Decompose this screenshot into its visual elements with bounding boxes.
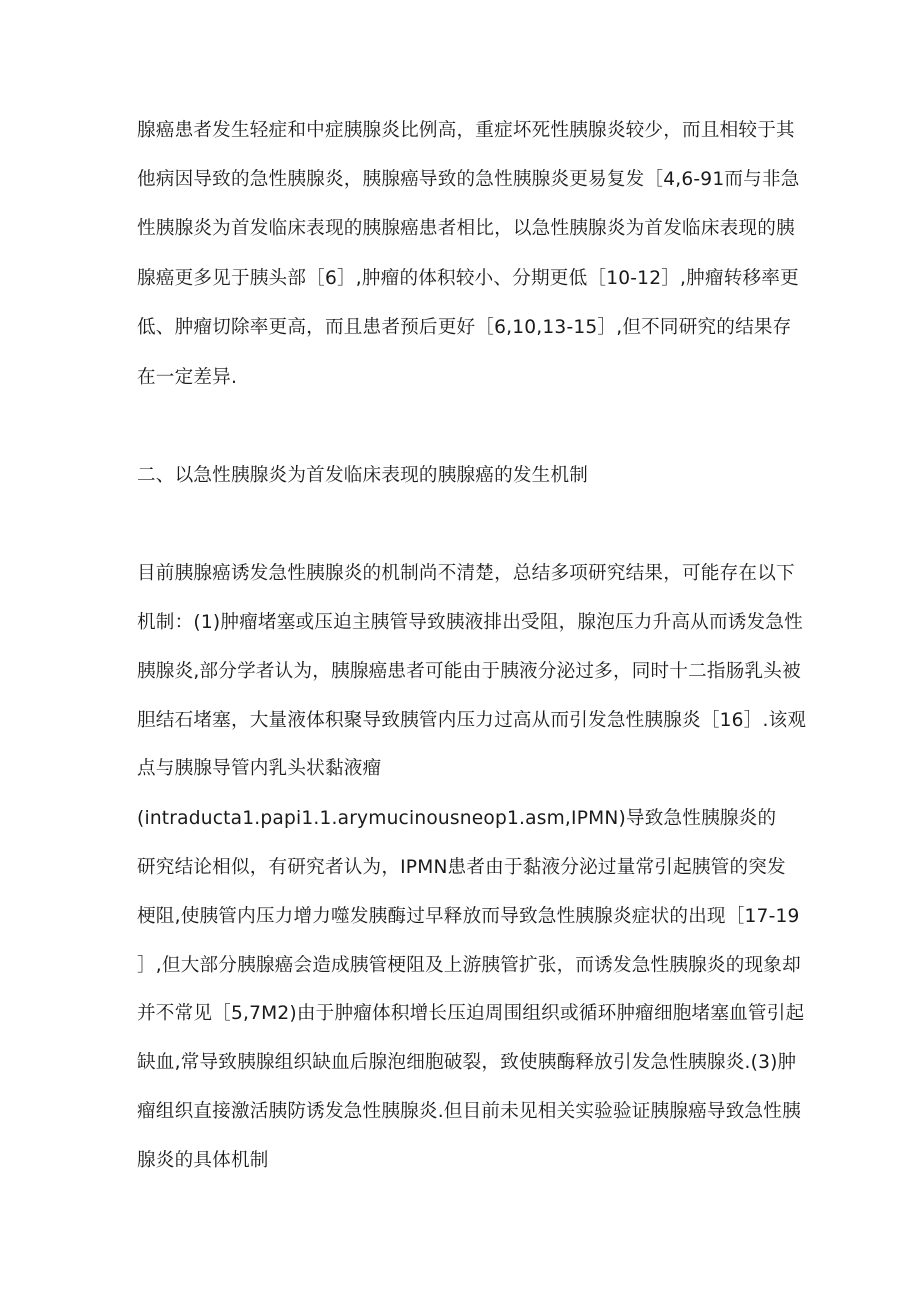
text-line: 研究结论相似，有研究者认为，IPMN患者由于黏液分泌过量常引起胰管的突发 <box>137 857 786 878</box>
text-line: 在一定差异. <box>137 367 238 388</box>
text-line: 腺癌患者发生轻症和中症胰腺炎比例高，重症坏死性胰腺炎较少，而且相较于其 <box>137 120 795 141</box>
text-line: 并不常见［5,7M2)由于肿瘤体积增长压迫周围组织或循环肿瘤细胞堵塞血管引起 <box>137 1003 805 1024</box>
text-line: 梗阻,使胰管内压力增力噬发胰酶过早释放而导致急性胰腺炎症状的出现［17-19 <box>137 906 800 927</box>
text-line: 缺血,常导致胰腺组织缺血后腺泡细胞破裂，致使胰酶释放引发急性胰腺炎.(3)肿 <box>137 1052 797 1073</box>
text-line: 他病因导致的急性胰腺炎，胰腺癌导致的急性胰腺炎更易复发［4,6-91而与非急 <box>137 169 800 190</box>
text-line: 瘤组织直接激活胰防诱发急性胰腺炎.但目前未见相关实验验证胰腺癌导致急性胰 <box>137 1101 801 1122</box>
text-line: 性胰腺炎为首发临床表现的胰腺癌患者相比，以急性胰腺炎为首发临床表现的胰 <box>137 218 795 239</box>
text-line: 胰腺炎,部分学者认为，胰腺癌患者可能由于胰液分泌过多，同时十二指肠乳头被 <box>137 661 801 682</box>
text-line: (intraducta1.papi1.1.arymucinousneop1.asm,IPMN)导致急性胰腺炎的 <box>137 808 777 829</box>
text-line: ］,但大部分胰腺癌会造成胰管梗阻及上游胰管扩张，而诱发急性胰腺炎的现象却 <box>137 955 801 976</box>
text-line: 腺炎的具体机制 <box>137 1150 269 1171</box>
text-line: 点与胰腺导管内乳头状黏液瘤 <box>137 758 382 779</box>
text-line: 低、肿瘤切除率更高，而且患者预后更好［6,10,13-15］,但不同研究的结果存 <box>137 317 792 338</box>
text-line: 胆结石堵塞，大量液体积聚导致胰管内压力过高从而引发急性胰腺炎［16］.该观 <box>137 710 807 731</box>
section-heading: 二、以急性胰腺炎为首发临床表现的胰腺癌的发生机制 <box>137 465 589 486</box>
text-line: 机制：(1)肿瘤堵塞或压迫主胰管导致胰液排出受阻，腺泡压力升高从而诱发急性 <box>137 612 803 633</box>
text-line: 目前胰腺癌诱发急性胰腺炎的机制尚不清楚，总结多项研究结果，可能存在以下 <box>137 563 795 584</box>
text-line: 腺癌更多见于胰头部［6］,肿瘤的体积较小、分期更低［10-12］,肿瘤转移率更 <box>137 268 799 289</box>
